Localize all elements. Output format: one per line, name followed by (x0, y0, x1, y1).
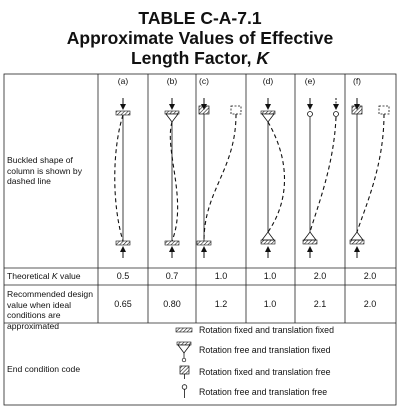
theoretical-k-label (7, 271, 97, 282)
diagram-f (350, 98, 389, 258)
subtitle-prefix: Length Factor, (130, 48, 257, 68)
legend-symbol-hatched-box (180, 366, 189, 379)
recommended-value-c: 1.2 (214, 299, 228, 309)
legend-fixed-fixed: Rotation fixed and translation fixed (199, 325, 334, 335)
recommended-value-f: 2.0 (363, 299, 377, 309)
theoretical-k-symbol: K (51, 271, 58, 281)
table-grid (4, 74, 396, 405)
legend-symbol-hatched-bar (176, 328, 192, 332)
diagram-c (197, 98, 241, 258)
column-header-a: (a) (117, 76, 129, 86)
recommended-value-d: 1.0 (263, 299, 277, 309)
diagram-d (261, 98, 285, 258)
legend-fixed-free: Rotation fixed and translation free (199, 367, 331, 377)
recommended-value-label: Recommended design value when ideal conditions are approximated (7, 289, 93, 331)
theoretical-value-b: 0.7 (165, 271, 179, 281)
theoretical-label-prefix: Theoretical (7, 271, 52, 281)
theoretical-value-a: 0.5 (116, 271, 130, 281)
buckled-shape-label: Buckled shape of column is shown by dashed line (7, 155, 82, 186)
recommended-value-e: 2.1 (313, 299, 327, 309)
end-condition-label: End condition code (7, 364, 81, 374)
legend-pin-fixed: Rotation free and translation fixed (199, 345, 331, 355)
legend-free-free: Rotation free and translation free (199, 387, 328, 397)
table-title: TABLE C-A-7.1 (138, 8, 262, 28)
diagram-a (115, 98, 130, 258)
legend-symbol-pin-on-hatch (177, 342, 191, 362)
theoretical-value-f: 2.0 (363, 271, 377, 281)
legend-symbol-free-circle (182, 385, 187, 398)
column-header-e: (e) (304, 76, 316, 86)
k-symbol: K (256, 48, 270, 68)
theoretical-label-suffix: value (57, 271, 81, 281)
theoretical-value-c: 1.0 (214, 271, 228, 281)
theoretical-value-d: 1.0 (263, 271, 277, 281)
diagram-b (165, 98, 179, 258)
diagram-e (303, 98, 339, 258)
theoretical-value-e: 2.0 (313, 271, 327, 281)
column-header-c: (c) (199, 76, 209, 86)
recommended-value-b: 0.80 (163, 299, 181, 309)
column-header-b: (b) (166, 76, 178, 86)
column-header-f: (f) (352, 76, 362, 86)
recommended-value-a: 0.65 (114, 299, 132, 309)
column-header-d: (d) (262, 76, 274, 86)
table-subtitle: Approximate Values of Effective (66, 28, 334, 48)
